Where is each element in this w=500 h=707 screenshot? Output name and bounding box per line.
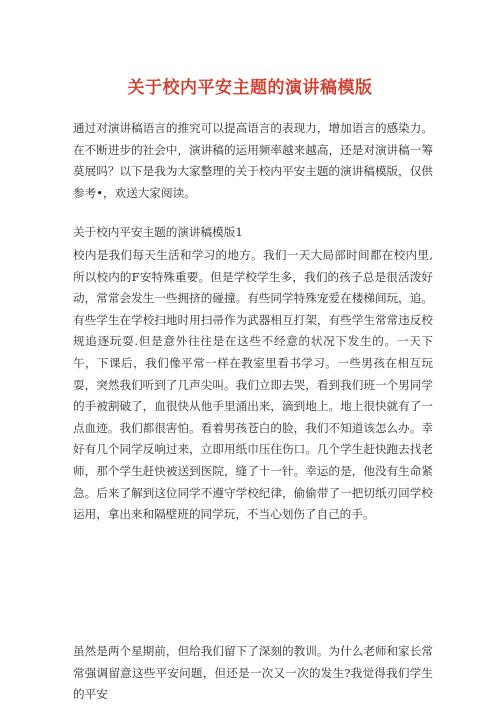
body-paragraph-2: 虽然是两个星期前，但给我们留下了深刻的教训。为什么老师和家长常常强调留意这些平安问题，但还是一次又一次的发生?我觉得我们学生的平安: [73, 644, 433, 702]
section-heading: 关于校内平安主题的演讲稿模版1: [73, 225, 243, 239]
body-paragraph-1: 校内是我们每天生活和学习的地方。我们一天大局部时间都在校内里,所以校内的F安特殊重要。但是学校学生多，我们的孩子总是很活泼好动，常常会发生一些拥挤的碰撞。有些同学特殊宠爱在楼梯间玩，追。有些学生在学校扫地时用扫帚作为武器相互打架，有些学生常常违反校规追逐玩耍.但是意外往往是在这些不经意的状况下发生的。一天下午，下课后，我们像平常一样在教室里看书学习。一些男孩在相互玩耍，突然我们听到了几声尖叫。我们立即去哭，看到我们班一个男同学的手被割破了，血很快从他手里涌出来，滴到地上。地上很快就有了一点血迹。我们都很害怕。看着男孩苍白的脸，我们不知道该怎么办。幸好有几个同学反响过来，立即用纸巾压住伤口。几个学生赶快跑去找老师，那个学生赶快被送到医院，缝了十一针。幸运的是，他没有生命紧急。后来了解到这位同学不遵守学校纪律，偷偷带了一把切纸刃回学校运用，拿出来和隔壁班的同学玩，不当心划伤了自己的手。: [73, 248, 433, 522]
document-title: 关于校内平安主题的演讲稿模版: [127, 78, 373, 98]
intro-paragraph: 通过对演讲稿语言的推究可以提高语言的表现力，增加语言的感染力。在不断进步的社会中，演讲稿的运用频率越来越高，还是对演讲稿一筹莫展吗？以下是我为大家整理的关于校内平安主题的演讲稿模版，仅供参考•，欢送大家阅读。: [73, 121, 433, 200]
